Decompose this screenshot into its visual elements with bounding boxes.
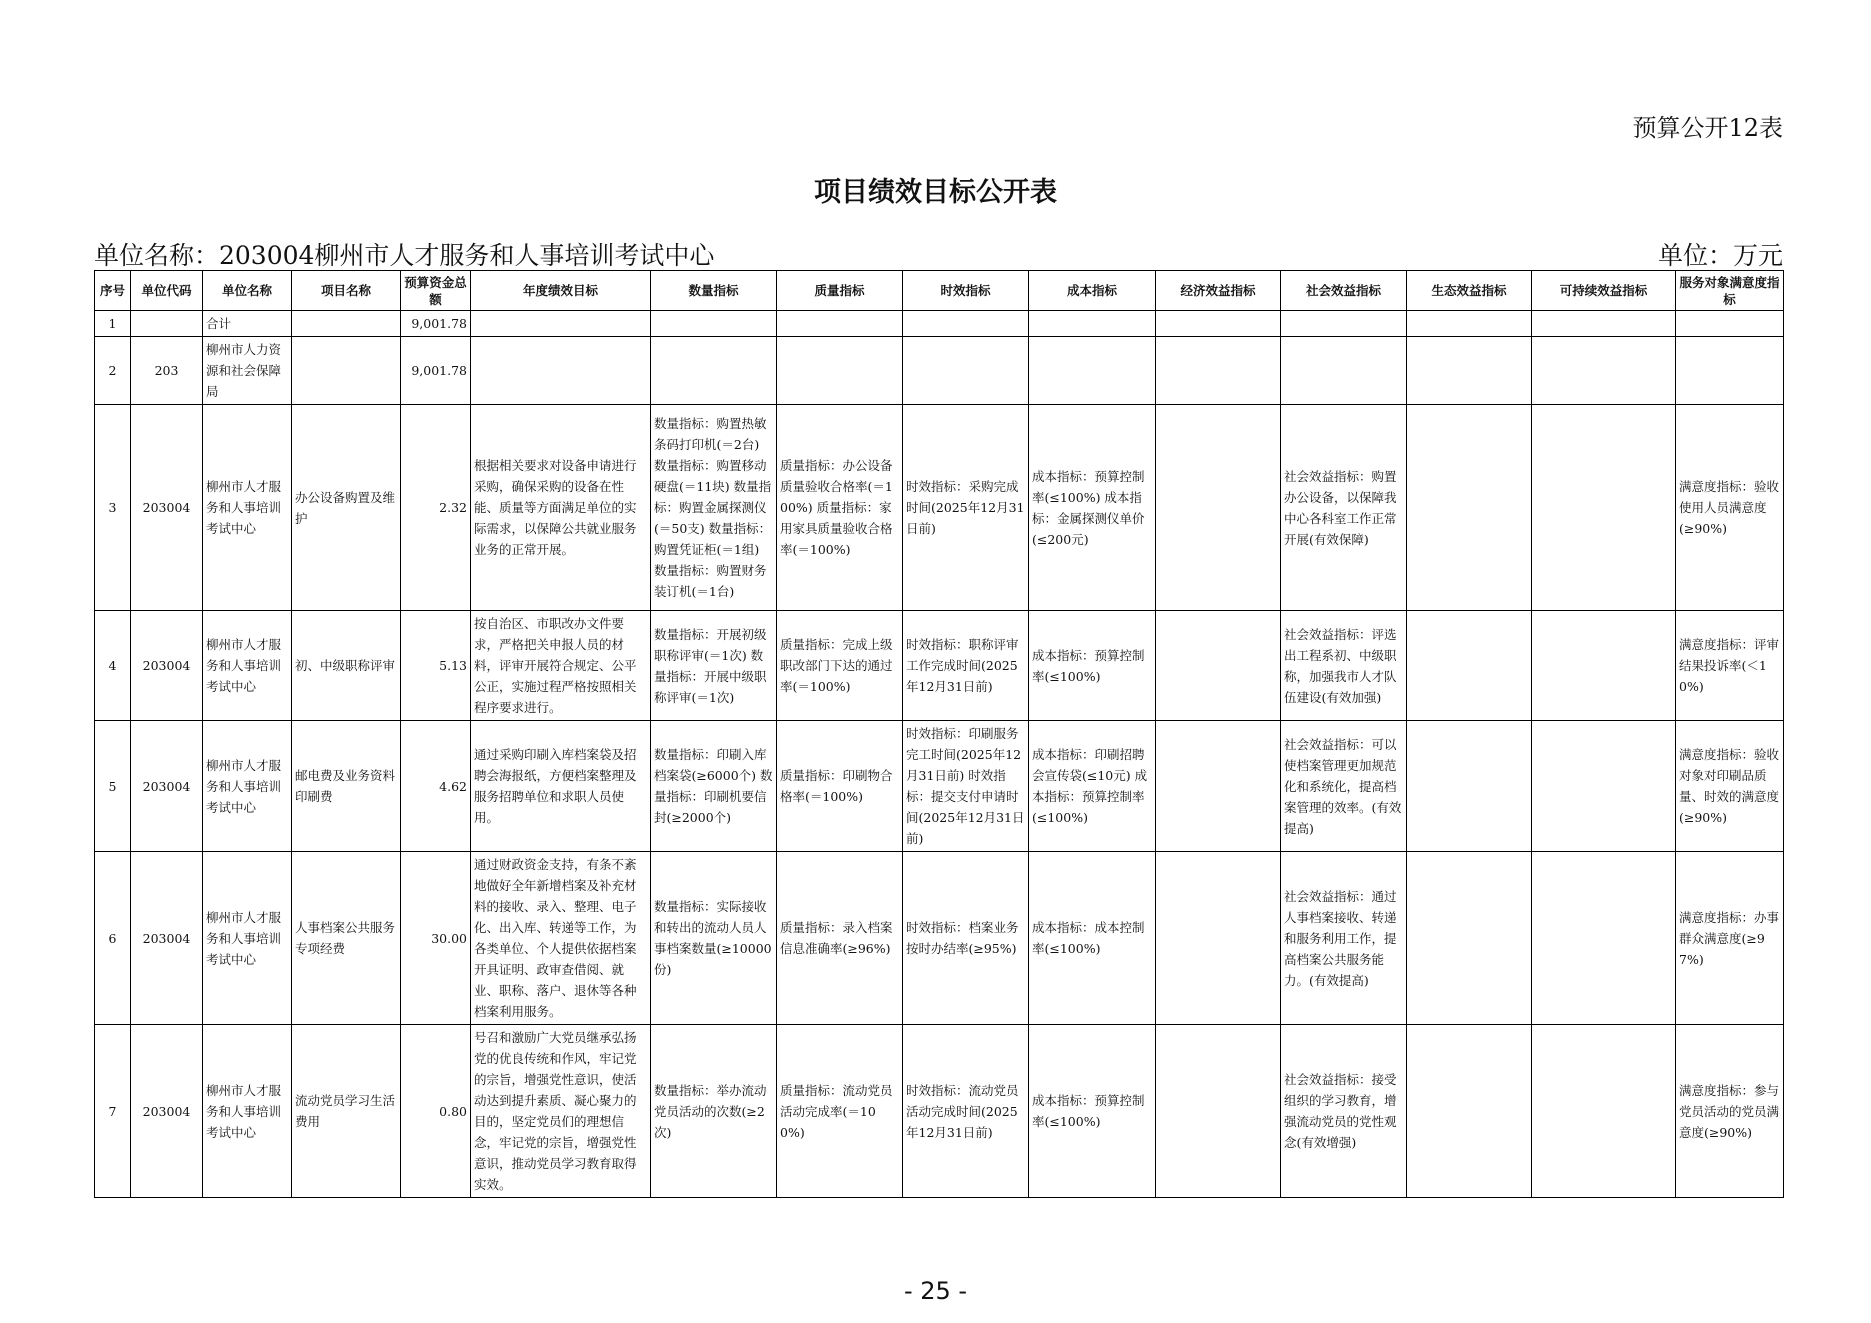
row-no-cell: 1	[95, 311, 131, 337]
annual-goal-cell: 号召和激励广大党员继承弘扬党的优良传统和作风，牢记党的宗旨，增强党性意识，使活动达到提升素质、凝心聚力的目的，坚定党员们的理想信念，牢记党的宗旨，增强党性意识，推动党员学习教育取得实效。	[471, 1025, 651, 1198]
table-row	[95, 721, 1784, 852]
budget-amount-cell: 2.32	[401, 405, 471, 611]
table-header-row	[95, 271, 1784, 311]
performance-table	[94, 270, 1784, 1198]
sustainable-indicator-cell	[1532, 611, 1676, 721]
ecological-indicator-cell	[1407, 311, 1532, 337]
quantity-indicator-cell: 数量指标：开展初级职称评审(＝1次) 数量指标：开展中级职称评审(＝1次)	[651, 611, 777, 721]
quality-indicator-cell: 质量指标：完成上级职改部门下达的通过率(＝100%)	[777, 611, 903, 721]
cost-indicator-cell: 成本指标：预算控制率(≤100%)	[1029, 1025, 1156, 1198]
quality-indicator-cell: 质量指标：录入档案信息准确率(≥96%)	[777, 852, 903, 1025]
budget-amount-cell: 4.62	[401, 721, 471, 852]
timeliness-indicator-cell: 时效指标：职称评审工作完成时间(2025年12月31日前)	[903, 611, 1029, 721]
unit-code-cell	[131, 311, 203, 337]
currency-unit-label: 单位：万元	[1657, 241, 1783, 270]
social-indicator-cell: 社会效益指标：可以使档案管理更加规范化和系统化，提高档案管理的效率。(有效提高)	[1281, 721, 1407, 852]
col-header-amount: 预算资金总额	[401, 271, 471, 311]
unit-name-cell: 柳州市人才服务和人事培训考试中心	[203, 405, 292, 611]
sustainable-indicator-cell	[1532, 852, 1676, 1025]
unit-name-cell: 柳州市人才服务和人事培训考试中心	[203, 852, 292, 1025]
sustainable-indicator-cell	[1532, 721, 1676, 852]
unit-code-cell: 203004	[131, 721, 203, 852]
col-header-unit: 单位名称	[203, 271, 292, 311]
table-row	[95, 311, 1784, 337]
satisfaction-indicator-cell: 满意度指标：参与党员活动的党员满意度(≥90%)	[1676, 1025, 1784, 1198]
cost-indicator-cell: 成本指标：成本控制率(≤100%)	[1029, 852, 1156, 1025]
social-indicator-cell: 社会效益指标：通过人事档案接收、转递和服务利用工作，提高档案公共服务能力。(有效提高)	[1281, 852, 1407, 1025]
ecological-indicator-cell	[1407, 852, 1532, 1025]
sustainable-indicator-cell	[1532, 337, 1676, 405]
unit-name-label: 单位名称：203004柳州市人才服务和人事培训考试中心	[94, 241, 715, 270]
sustainable-indicator-cell	[1532, 1025, 1676, 1198]
unit-code-cell: 203004	[131, 405, 203, 611]
economic-indicator-cell	[1156, 311, 1281, 337]
cost-indicator-cell: 成本指标：预算控制率(≤100%) 成本指标：金属探测仪单价(≤200元)	[1029, 405, 1156, 611]
table-row	[95, 611, 1784, 721]
unit-code-cell: 203004	[131, 1025, 203, 1198]
unit-name-cell: 柳州市人才服务和人事培训考试中心	[203, 611, 292, 721]
budget-amount-cell: 9,001.78	[401, 337, 471, 405]
col-header-social: 社会效益指标	[1281, 271, 1407, 311]
unit-code-cell: 203	[131, 337, 203, 405]
annual-goal-cell: 根据相关要求对设备申请进行采购，确保采购的设备在性能、质量等方面满足单位的实际需求，以保障公共就业服务业务的正常开展。	[471, 405, 651, 611]
project-name-cell	[292, 337, 401, 405]
table-row	[95, 337, 1784, 405]
quantity-indicator-cell: 数量指标：举办流动党员活动的次数(≥2次)	[651, 1025, 777, 1198]
unit-name-cell: 柳州市人力资源和社会保障局	[203, 337, 292, 405]
economic-indicator-cell	[1156, 721, 1281, 852]
col-header-project: 项目名称	[292, 271, 401, 311]
timeliness-indicator-cell: 时效指标：流动党员活动完成时间(2025年12月31日前)	[903, 1025, 1029, 1198]
economic-indicator-cell	[1156, 611, 1281, 721]
project-name-cell: 流动党员学习生活费用	[292, 1025, 401, 1198]
satisfaction-indicator-cell: 满意度指标：评审结果投诉率(＜10%)	[1676, 611, 1784, 721]
project-name-cell: 人事档案公共服务专项经费	[292, 852, 401, 1025]
economic-indicator-cell	[1156, 852, 1281, 1025]
cost-indicator-cell: 成本指标：印刷招聘会宣传袋(≤10元) 成本指标：预算控制率(≤100%)	[1029, 721, 1156, 852]
quantity-indicator-cell: 数量指标：购置热敏条码打印机(＝2台) 数量指标：购置移动硬盘(＝11块) 数量指标：购置金属探测仪(＝50支) 数量指标：购置凭证柜(＝1组) 数量指标：购置财务装订机(＝1台)	[651, 405, 777, 611]
page-title: 项目绩效目标公开表	[814, 177, 1057, 208]
row-no-cell: 6	[95, 852, 131, 1025]
project-name-cell: 邮电费及业务资料印刷费	[292, 721, 401, 852]
col-header-code: 单位代码	[131, 271, 203, 311]
cost-indicator-cell	[1029, 337, 1156, 405]
quantity-indicator-cell	[651, 337, 777, 405]
row-no-cell: 2	[95, 337, 131, 405]
satisfaction-indicator-cell: 满意度指标：办事群众满意度(≥97%)	[1676, 852, 1784, 1025]
unit-code-cell: 203004	[131, 852, 203, 1025]
annual-goal-cell: 按自治区、市职改办文件要求，严格把关申报人员的材料，评审开展符合规定、公平公正，实施过程严格按照相关程序要求进行。	[471, 611, 651, 721]
col-header-ecological: 生态效益指标	[1407, 271, 1532, 311]
timeliness-indicator-cell	[903, 311, 1029, 337]
row-no-cell: 3	[95, 405, 131, 611]
col-header-goal: 年度绩效目标	[471, 271, 651, 311]
satisfaction-indicator-cell	[1676, 337, 1784, 405]
col-header-sustainable: 可持续效益指标	[1532, 271, 1676, 311]
col-header-quantity: 数量指标	[651, 271, 777, 311]
timeliness-indicator-cell	[903, 337, 1029, 405]
table-row	[95, 852, 1784, 1025]
unit-name-cell: 合计	[203, 311, 292, 337]
unit-name-cell: 柳州市人才服务和人事培训考试中心	[203, 721, 292, 852]
quality-indicator-cell: 质量指标：办公设备质量验收合格率(＝100%) 质量指标：家用家具质量验收合格率(＝100%)	[777, 405, 903, 611]
social-indicator-cell	[1281, 337, 1407, 405]
annual-goal-cell: 通过财政资金支持，有条不紊地做好全年新增档案及补充材料的接收、录入、整理、电子化、出入库、转递等工作，为各类单位、个人提供依据档案开具证明、政审查借阅、就业、职称、落户、退休等各种档案利用服务。	[471, 852, 651, 1025]
sustainable-indicator-cell	[1532, 405, 1676, 611]
ecological-indicator-cell	[1407, 611, 1532, 721]
cost-indicator-cell: 成本指标：预算控制率(≤100%)	[1029, 611, 1156, 721]
col-header-cost: 成本指标	[1029, 271, 1156, 311]
form-number: 预算公开12表	[1632, 114, 1783, 142]
budget-amount-cell: 9,001.78	[401, 311, 471, 337]
sustainable-indicator-cell	[1532, 311, 1676, 337]
col-header-satisfaction: 服务对象满意度指标	[1676, 271, 1784, 311]
social-indicator-cell: 社会效益指标：接受组织的学习教育，增强流动党员的党性观念(有效增强)	[1281, 1025, 1407, 1198]
project-name-cell: 办公设备购置及维护	[292, 405, 401, 611]
social-indicator-cell: 社会效益指标：评选出工程系初、中级职称，加强我市人才队伍建设(有效加强)	[1281, 611, 1407, 721]
quality-indicator-cell: 质量指标：印刷物合格率(＝100%)	[777, 721, 903, 852]
budget-amount-cell: 30.00	[401, 852, 471, 1025]
social-indicator-cell	[1281, 311, 1407, 337]
timeliness-indicator-cell: 时效指标：档案业务按时办结率(≥95%)	[903, 852, 1029, 1025]
satisfaction-indicator-cell	[1676, 311, 1784, 337]
quantity-indicator-cell	[651, 311, 777, 337]
project-name-cell: 初、中级职称评审	[292, 611, 401, 721]
quality-indicator-cell	[777, 311, 903, 337]
timeliness-indicator-cell: 时效指标：采购完成时间(2025年12月31日前)	[903, 405, 1029, 611]
quantity-indicator-cell: 数量指标：印刷入库档案袋(≥6000个) 数量指标：印刷机要信封(≥2000个)	[651, 721, 777, 852]
annual-goal-cell: 通过采购印刷入库档案袋及招聘会海报纸，方便档案整理及服务招聘单位和求职人员使用。	[471, 721, 651, 852]
row-no-cell: 4	[95, 611, 131, 721]
table-row	[95, 1025, 1784, 1198]
quantity-indicator-cell: 数量指标：实际接收和转出的流动人员人事档案数量(≥10000份)	[651, 852, 777, 1025]
col-header-no: 序号	[95, 271, 131, 311]
row-no-cell: 5	[95, 721, 131, 852]
cost-indicator-cell	[1029, 311, 1156, 337]
page-number: - 25 -	[903, 1277, 968, 1305]
annual-goal-cell	[471, 311, 651, 337]
economic-indicator-cell	[1156, 1025, 1281, 1198]
unit-name-cell: 柳州市人才服务和人事培训考试中心	[203, 1025, 292, 1198]
annual-goal-cell	[471, 337, 651, 405]
quality-indicator-cell: 质量指标：流动党员活动完成率(＝100%)	[777, 1025, 903, 1198]
budget-amount-cell: 0.80	[401, 1025, 471, 1198]
timeliness-indicator-cell: 时效指标：印刷服务完工时间(2025年12月31日前) 时效指标：提交支付申请时间(2025年12月31日前)	[903, 721, 1029, 852]
social-indicator-cell: 社会效益指标：购置办公设备，以保障我中心各科室工作正常开展(有效保障)	[1281, 405, 1407, 611]
col-header-quality: 质量指标	[777, 271, 903, 311]
unit-code-cell: 203004	[131, 611, 203, 721]
col-header-economic: 经济效益指标	[1156, 271, 1281, 311]
quality-indicator-cell	[777, 337, 903, 405]
ecological-indicator-cell	[1407, 1025, 1532, 1198]
economic-indicator-cell	[1156, 405, 1281, 611]
col-header-timeliness: 时效指标	[903, 271, 1029, 311]
ecological-indicator-cell	[1407, 721, 1532, 852]
row-no-cell: 7	[95, 1025, 131, 1198]
ecological-indicator-cell	[1407, 405, 1532, 611]
table-row	[95, 405, 1784, 611]
project-name-cell	[292, 311, 401, 337]
economic-indicator-cell	[1156, 337, 1281, 405]
table-body	[95, 311, 1784, 1198]
satisfaction-indicator-cell: 满意度指标：验收使用人员满意度(≥90%)	[1676, 405, 1784, 611]
ecological-indicator-cell	[1407, 337, 1532, 405]
budget-amount-cell: 5.13	[401, 611, 471, 721]
satisfaction-indicator-cell: 满意度指标：验收对象对印刷品质量、时效的满意度(≥90%)	[1676, 721, 1784, 852]
